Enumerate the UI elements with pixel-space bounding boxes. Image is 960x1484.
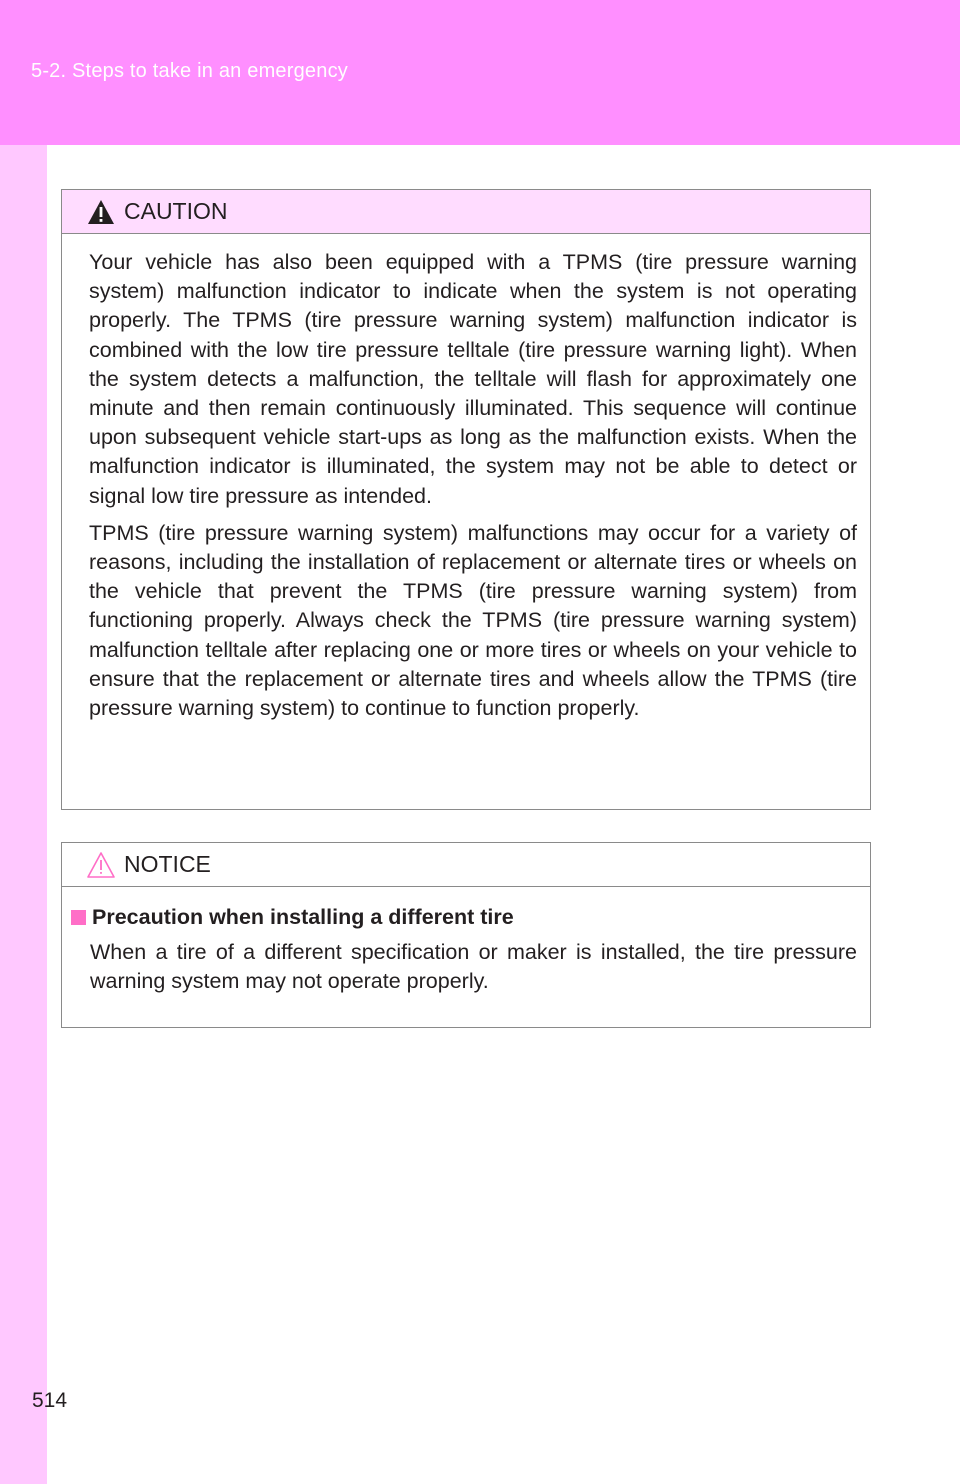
warning-triangle-filled-icon: [86, 198, 116, 226]
caution-paragraph: TPMS (tire pressure warning system) malfunctions may occur for a variety of reasons, including the installation of replacement or alternate tires or wheels on the vehicle that prevent the TPMS (tire pressure warning system) from functioning properly. Always check the TPMS (tire pressure warning system) malfunction telltale after replacing one or more tires or wheels on your vehicle to ensure that the replacement or alternate tires and wheels allow the TPMS (tire pressure warning system) to continue to function properly.: [89, 520, 857, 721]
side-tab-strip: [0, 145, 47, 1484]
notice-box: [61, 842, 871, 1028]
warning-triangle-outline-icon: [86, 851, 116, 879]
notice-label: NOTICE: [124, 851, 211, 877]
notice-item-heading: [71, 903, 857, 932]
bullet-square-icon: [71, 910, 86, 925]
notice-item-text: When a tire of a different specification or maker is installed, the tire pressure warning system may not operate properly.: [90, 940, 857, 994]
caution-header: [62, 190, 870, 234]
caution-body: [62, 234, 870, 723]
section-title: 5-2. Steps to take in an emergency: [31, 60, 348, 82]
caution-label: CAUTION: [124, 198, 228, 224]
notice-item-title: Precaution when installing a different tire: [92, 905, 514, 929]
notice-body: [62, 887, 870, 996]
page-number: 514: [32, 1389, 68, 1412]
notice-header: [62, 843, 870, 887]
caution-paragraph: Your vehicle has also been equipped with a TPMS (tire pressure warning system) malfunction indicator to indicate when the system is not operating properly. The TPMS (tire pressure warning system) malfunction indicator is combined with the low tire pressure telltale (tire pressure warning light). When the system detects a malfunction, the telltale will flash for approximately one minute and then remain continuously illuminated. This sequence will continue upon subsequent vehicle start-ups as long as the malfunction exists. When the malfunction indicator is illuminated, the system may not be able to detect or signal low tire pressure as intended.: [89, 250, 857, 508]
caution-box: [61, 189, 871, 810]
